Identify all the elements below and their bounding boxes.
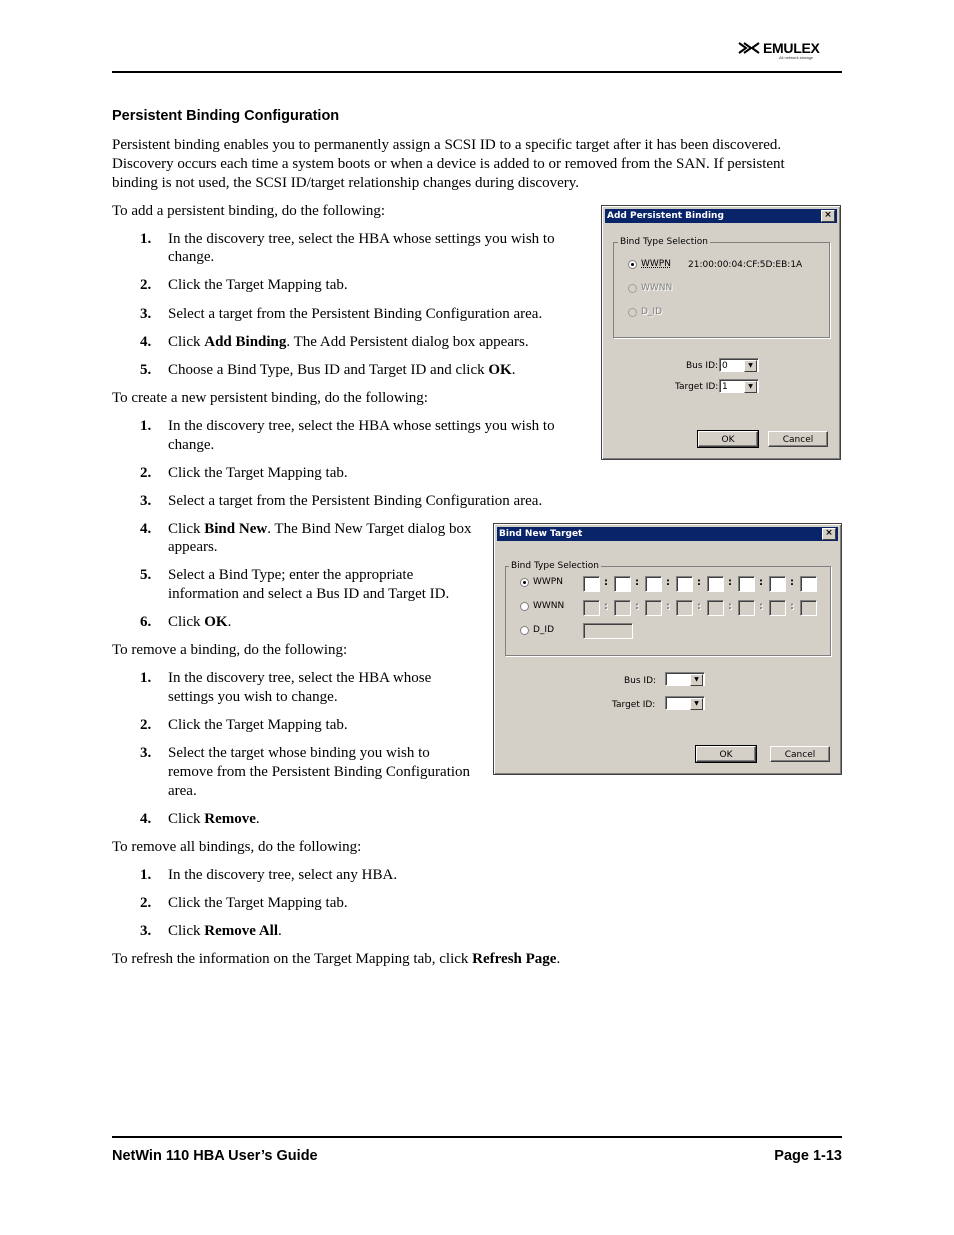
octet-input[interactable] [583, 600, 600, 616]
step-text: appears. [168, 539, 218, 555]
target-id-value: 1 [722, 382, 728, 392]
step-text: Select the target whose binding you wish to [168, 745, 430, 761]
bus-id-select[interactable] [665, 672, 705, 686]
octet-separator: : [759, 577, 763, 588]
step-number: 3. [140, 923, 152, 939]
step-text: Choose a Bind Type, Bus ID and Target ID and click OK. [168, 362, 516, 378]
step-text: change. [168, 437, 215, 453]
step-text: settings you wish to change. [168, 689, 338, 705]
octet-input[interactable] [769, 576, 786, 592]
octet-separator: : [759, 601, 763, 612]
dialog-titlebar [497, 527, 838, 541]
step-number: 2. [140, 465, 152, 481]
octet-input[interactable] [676, 576, 693, 592]
step-text: Click Remove. [168, 811, 260, 827]
step-text: area. [168, 783, 197, 799]
close-icon[interactable]: × [821, 210, 835, 222]
step-number: 4. [140, 811, 152, 827]
wwpn-label: WWPN [641, 259, 671, 269]
dialog-title: Add Persistent Binding [607, 211, 724, 221]
octet-input[interactable] [769, 600, 786, 616]
step-number: 4. [140, 521, 152, 537]
refresh-line: To refresh the information on the Target Mapping tab, click Refresh Page. [112, 951, 561, 967]
create-lead: To create a new persistent binding, do the following: [112, 390, 428, 406]
step-number: 3. [140, 493, 152, 509]
step-number: 1. [140, 231, 152, 247]
add-lead: To add a persistent binding, do the following: [112, 203, 386, 219]
target-id-select[interactable] [665, 696, 705, 710]
step-text: Select a target from the Persistent Binding Configuration area. [168, 306, 543, 322]
step-number: 3. [140, 306, 152, 322]
step-text: Click the Target Mapping tab. [168, 717, 348, 733]
ok-button[interactable]: OK [696, 746, 756, 762]
step-text: In the discovery tree, select any HBA. [168, 867, 398, 883]
octet-separator: : [635, 577, 639, 588]
octet-input[interactable] [707, 576, 724, 592]
wwpn-label: WWPN [533, 577, 563, 587]
group-label: Bind Type Selection [511, 561, 599, 571]
step-number: 4. [140, 334, 152, 350]
remove-lead: To remove a binding, do the following: [112, 642, 348, 658]
chevron-down-icon[interactable]: ▼ [744, 381, 757, 393]
octet-separator: : [790, 577, 794, 588]
wwnn-label: WWNN [533, 601, 565, 611]
step-text: Click the Target Mapping tab. [168, 895, 348, 911]
emulex-logo-icon [738, 41, 760, 55]
octet-input[interactable] [645, 600, 662, 616]
brand-name: EMULEX [763, 40, 820, 56]
octet-input[interactable] [800, 576, 817, 592]
did-radio[interactable] [520, 626, 529, 635]
octet-input[interactable] [738, 600, 755, 616]
step-text: information and select a Bus ID and Target ID. [168, 586, 450, 602]
intro-line: Discovery occurs each time a system boots or when a device is added to or removed from the SAN. If persistent [112, 156, 785, 172]
octet-input[interactable] [738, 576, 755, 592]
wwnn-radio[interactable] [628, 284, 637, 293]
bus-id-label: Bus ID: [624, 676, 657, 686]
step-text: Click Add Binding. The Add Persistent dialog box appears. [168, 334, 529, 350]
dialog-titlebar [605, 209, 837, 223]
step-text: In the discovery tree, select the HBA whose [168, 670, 432, 686]
remove-all-lead: To remove all bindings, do the following: [112, 839, 362, 855]
bus-id-value: 0 [722, 361, 728, 371]
step-number: 1. [140, 670, 152, 686]
close-icon[interactable]: × [822, 528, 836, 540]
wwnn-radio[interactable] [520, 602, 529, 611]
octet-separator: : [635, 601, 639, 612]
step-number: 5. [140, 362, 152, 378]
step-text: Click OK. [168, 614, 232, 630]
group-label: Bind Type Selection [620, 237, 708, 247]
dialog-title: Bind New Target [499, 529, 583, 539]
octet-input[interactable] [645, 576, 662, 592]
wwpn-radio[interactable] [520, 578, 529, 587]
bind-new-target-dialog [493, 523, 842, 775]
step-number: 1. [140, 867, 152, 883]
bus-id-label: Bus ID: [686, 361, 719, 371]
step-number: 6. [140, 614, 152, 630]
octet-input[interactable] [676, 600, 693, 616]
step-number: 1. [140, 418, 152, 434]
did-radio[interactable] [628, 308, 637, 317]
octet-separator: : [790, 601, 794, 612]
octet-separator: : [604, 577, 608, 588]
brand-tagline: All network storage [779, 55, 814, 60]
wwpn-radio[interactable] [628, 260, 637, 269]
step-number: 3. [140, 745, 152, 761]
octet-separator: : [666, 601, 670, 612]
did-input[interactable] [583, 623, 633, 639]
step-number: 5. [140, 567, 152, 583]
add-persistent-binding-dialog [601, 205, 841, 460]
octet-separator: : [604, 601, 608, 612]
footer-rule [112, 1136, 842, 1138]
octet-separator: : [666, 577, 670, 588]
step-text: Click Bind New. The Bind New Target dialog box [168, 521, 472, 537]
did-label: D_ID [533, 625, 555, 635]
step-text: change. [168, 249, 215, 265]
octet-separator: : [697, 577, 701, 588]
emulex-logo [738, 40, 842, 62]
step-number: 2. [140, 895, 152, 911]
header-rule [112, 71, 842, 73]
step-text: Click the Target Mapping tab. [168, 465, 348, 481]
step-text: Click the Target Mapping tab. [168, 277, 348, 293]
step-text: In the discovery tree, select the HBA whose settings you wish to [168, 418, 555, 434]
cancel-button[interactable]: Cancel [770, 746, 830, 762]
octet-input[interactable] [614, 600, 631, 616]
step-text: Select a target from the Persistent Binding Configuration area. [168, 493, 543, 509]
target-id-label: Target ID: [612, 700, 656, 710]
intro-line: binding is not used, the SCSI ID/target relationship changes during discovery. [112, 175, 580, 191]
octet-separator: : [697, 601, 701, 612]
step-number: 2. [140, 277, 152, 293]
did-label: D_ID [641, 307, 663, 317]
octet-input[interactable] [583, 576, 600, 592]
cancel-button[interactable]: Cancel [768, 431, 828, 447]
step-number: 2. [140, 717, 152, 733]
chevron-down-icon[interactable]: ▼ [690, 698, 703, 710]
section-title: Persistent Binding Configuration [112, 108, 340, 124]
step-text: Select a Bind Type; enter the appropriate [168, 567, 414, 583]
octet-separator: : [728, 601, 732, 612]
octet-separator: : [728, 577, 732, 588]
octet-input[interactable] [614, 576, 631, 592]
octet-input[interactable] [800, 600, 817, 616]
page-number: Page 1-13 [774, 1148, 842, 1164]
chevron-down-icon[interactable]: ▼ [690, 674, 703, 686]
wwnn-label: WWNN [641, 283, 673, 293]
bus-id-select[interactable] [719, 358, 759, 372]
step-text: Click Remove All. [168, 923, 282, 939]
step-text: In the discovery tree, select the HBA whose settings you wish to [168, 231, 555, 247]
footer-title: NetWin 110 HBA User’s Guide [112, 1148, 318, 1164]
ok-button[interactable]: OK [698, 431, 758, 447]
step-text: remove from the Persistent Binding Configuration [168, 764, 471, 780]
chevron-down-icon[interactable]: ▼ [744, 360, 757, 372]
target-id-select[interactable] [719, 379, 759, 393]
intro-line: Persistent binding enables you to permanently assign a SCSI ID to a specific target after it has been discovered. [112, 137, 782, 153]
wwpn-value: 21:00:00:04:CF:5D:EB:1A [688, 260, 803, 270]
target-id-label: Target ID: [675, 382, 719, 392]
octet-input[interactable] [707, 600, 724, 616]
